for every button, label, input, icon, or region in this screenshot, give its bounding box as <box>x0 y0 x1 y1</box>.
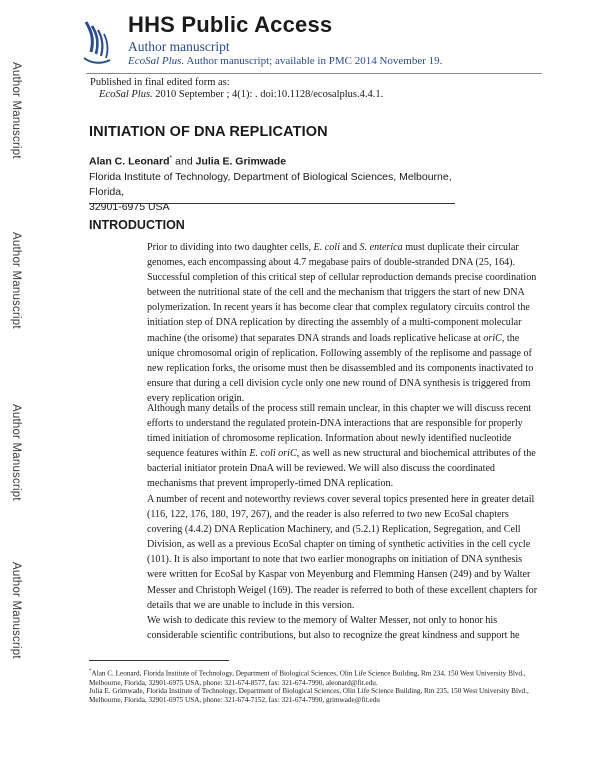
publisher-title: HHS Public Access <box>128 12 333 37</box>
gene-name: oriC <box>483 332 502 344</box>
paragraph: Although many details of the process still remain unclear, in this chapter we will discuss recent efforts to understand the regulated protein-DNA interactions that are responsible for properly timed initiation of chromosome replication. Information about newly identified nucleotide sequence features within E. coli oriC, as well as new structural and biochemical attributes of the bacterial initiator protein DnaA will be reviewed. We will also discuss the coordinated mechanisms that prevent improperly-timed DNA replication. <box>147 403 536 490</box>
author-join: and <box>172 155 196 168</box>
paragraph: A number of recent and noteworthy reviews cover several topics presented here in greater detail (116, 122, 176, 180, 197, 267), and the reader is also referred to two new EcoSal chapters covering (4.4.2) DNA Replication Machinery, and (5.2.1) Replication, Segregation, and Cell Division, as well as a previous EcoSal chapter on timing of synthetic activities in the cell cycle (101). It is also important to note that two earlier monographs on initiation of DNA synthesis were written for EcoSal by Kaspar von Meyenburg and Flemming Hansen (249) and by Walter Messer and Christoph Weigel (169). The reader is referred to both of these excellent chapters for details that we are unable to include in this version. <box>147 494 538 611</box>
paragraph: Prior to dividing into two daughter cells, E. coli and S. enterica must duplicate their circular genomes, each encompassing about 4.7 megabase pairs of double-stranded DNA (25, 164). Successful completion of this critical step of cellular reproduction demands precise coordination between the nutritional state of the cell and the mechanism that triggers the start of new DNA polymerization. In recent years it has become clear that complex regulatory circuits control the initiation step of DNA replication by directing the assembly of a multi-component molecular machine (the orisome) that separates DNA strands and loads replicative helicase at oriC, the unique chromosomal origin of replication. Following assembly of the replisome and passage of new replication forks, the orisome must then be disassembled and its components inactivated to ensure that during a cell division cycle only one new round of DNA synthesis is triggered from every replication origin. <box>147 242 537 404</box>
affiliation-line: 32901-6975 USA <box>89 201 170 213</box>
affiliation <box>89 170 489 215</box>
journal-name: EcoSal Plus. <box>128 55 185 67</box>
footnote: *Alan C. Leonard, Florida Institute of Technology, Department of Biological Sciences, Olin Life Science Building, Rm 234, 150 West University Blvd., Melbourne, Florida, 32901-6975 USA, phone: 321-674-8577, fax: 321-674-7990, aleonard@fit.edu. <box>89 669 526 687</box>
section-heading: INTRODUCTION <box>89 218 185 232</box>
gene-name: E. coli oriC <box>249 448 297 460</box>
citation-journal: EcoSal Plus. <box>99 89 153 100</box>
organism-name: E. coli <box>313 242 340 253</box>
published-as-label: Published in final edited form as: <box>90 77 230 88</box>
author-list <box>89 155 286 168</box>
header-divider <box>86 73 542 74</box>
author-name: Alan C. Leonard <box>89 155 170 168</box>
author-manuscript-margin-label: Author Manuscript <box>10 232 22 329</box>
affiliation-divider <box>89 203 455 204</box>
article-title: INITIATION OF DNA REPLICATION <box>89 124 328 140</box>
author-manuscript-margin-label: Author Manuscript <box>10 62 22 159</box>
footnote-mark: * <box>89 669 92 674</box>
corresponding-mark: * <box>169 155 173 162</box>
paragraph: We wish to dedicate this review to the memory of Walter Messer, not only to honor his considerable scientific contributions, but also to recognize the great kindness and support he <box>147 615 520 642</box>
hhs-eagle-logo-icon <box>82 18 112 68</box>
footnote-divider <box>89 660 229 661</box>
affiliation-line: Florida Institute of Technology, Department of Biological Sciences, Melbourne, Florida, <box>89 171 452 198</box>
author-manuscript-margin-label: Author Manuscript <box>10 562 22 659</box>
citation-line <box>99 89 383 100</box>
organism-name: S. enterica <box>359 242 403 253</box>
author-manuscript-margin-label: Author Manuscript <box>10 404 22 501</box>
availability-text: Author manuscript; available in PMC 2014 November 19. <box>186 55 443 67</box>
footnote: Julia E. Grimwade, Florida Institute of Technology, Department of Biological Sciences, Olin Life Science Building, Rm 235, 150 West University Blvd., Melbourne, Florida, 32901-6975 USA, phone: 321-674-7152, fax: 321-674-7990, grimwade@fit.edu <box>89 687 529 705</box>
author-name: Julia E. Grimwade <box>195 155 287 168</box>
manuscript-type: Author manuscript <box>128 39 230 54</box>
citation-details: 2010 September ; 4(1): . doi:10.1128/ecosalplus.4.4.1. <box>155 89 384 100</box>
availability-line <box>128 55 442 67</box>
